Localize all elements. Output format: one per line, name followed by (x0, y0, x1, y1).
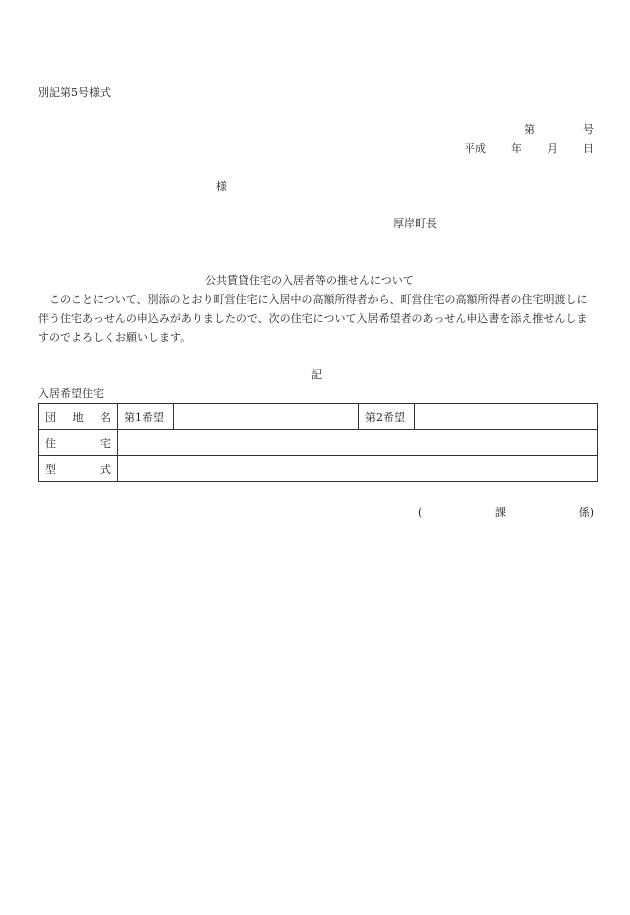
date-year: 年 (511, 142, 522, 155)
doc-number-suffix: 号 (583, 123, 594, 136)
date-day: 日 (583, 142, 594, 155)
department-footer (418, 507, 594, 518)
document-subject: 公共賃貸住宅の入居者等の推せんについて (205, 274, 414, 287)
second-choice-field[interactable] (415, 404, 598, 430)
ki-heading: 記 (311, 368, 322, 381)
type-label: 型 式 (39, 456, 118, 482)
footer-ka: 課 (495, 506, 506, 519)
date-era: 平成 (464, 142, 486, 155)
table-row-housing (39, 430, 598, 456)
housing-field[interactable] (118, 430, 598, 456)
table-row-estate (39, 404, 598, 430)
sender-name: 厚岸町長 (393, 217, 437, 230)
housing-table (38, 403, 598, 482)
doc-number-prefix: 第 (524, 123, 535, 136)
addressee-suffix: 様 (216, 180, 227, 193)
housing-label: 住 宅 (39, 430, 118, 456)
table-row-type (39, 456, 598, 482)
form-number: 別記第5号様式 (38, 86, 111, 99)
estate-name-label: 団 地 名 (39, 404, 118, 430)
type-field[interactable] (118, 456, 598, 482)
date-month: 月 (547, 142, 558, 155)
footer-open-paren: ( (418, 506, 423, 519)
first-choice-field[interactable] (174, 404, 359, 430)
document-date (464, 143, 594, 154)
section-label: 入居希望住宅 (38, 387, 104, 400)
second-choice-label: 第2希望 (359, 404, 415, 430)
body-paragraph: このことについて、別添のとおり町営住宅に入居中の高額所得者から、町営住宅の高額所得者の住宅明渡しに伴う住宅あっせんの申込みがありましたので、次の住宅について入居希望者のあっせん申込書を添え推せんしますのでよろしくお願いします。 (38, 293, 588, 344)
footer-kakari: 係) (578, 506, 594, 519)
document-number (524, 124, 594, 135)
first-choice-label: 第1希望 (118, 404, 174, 430)
